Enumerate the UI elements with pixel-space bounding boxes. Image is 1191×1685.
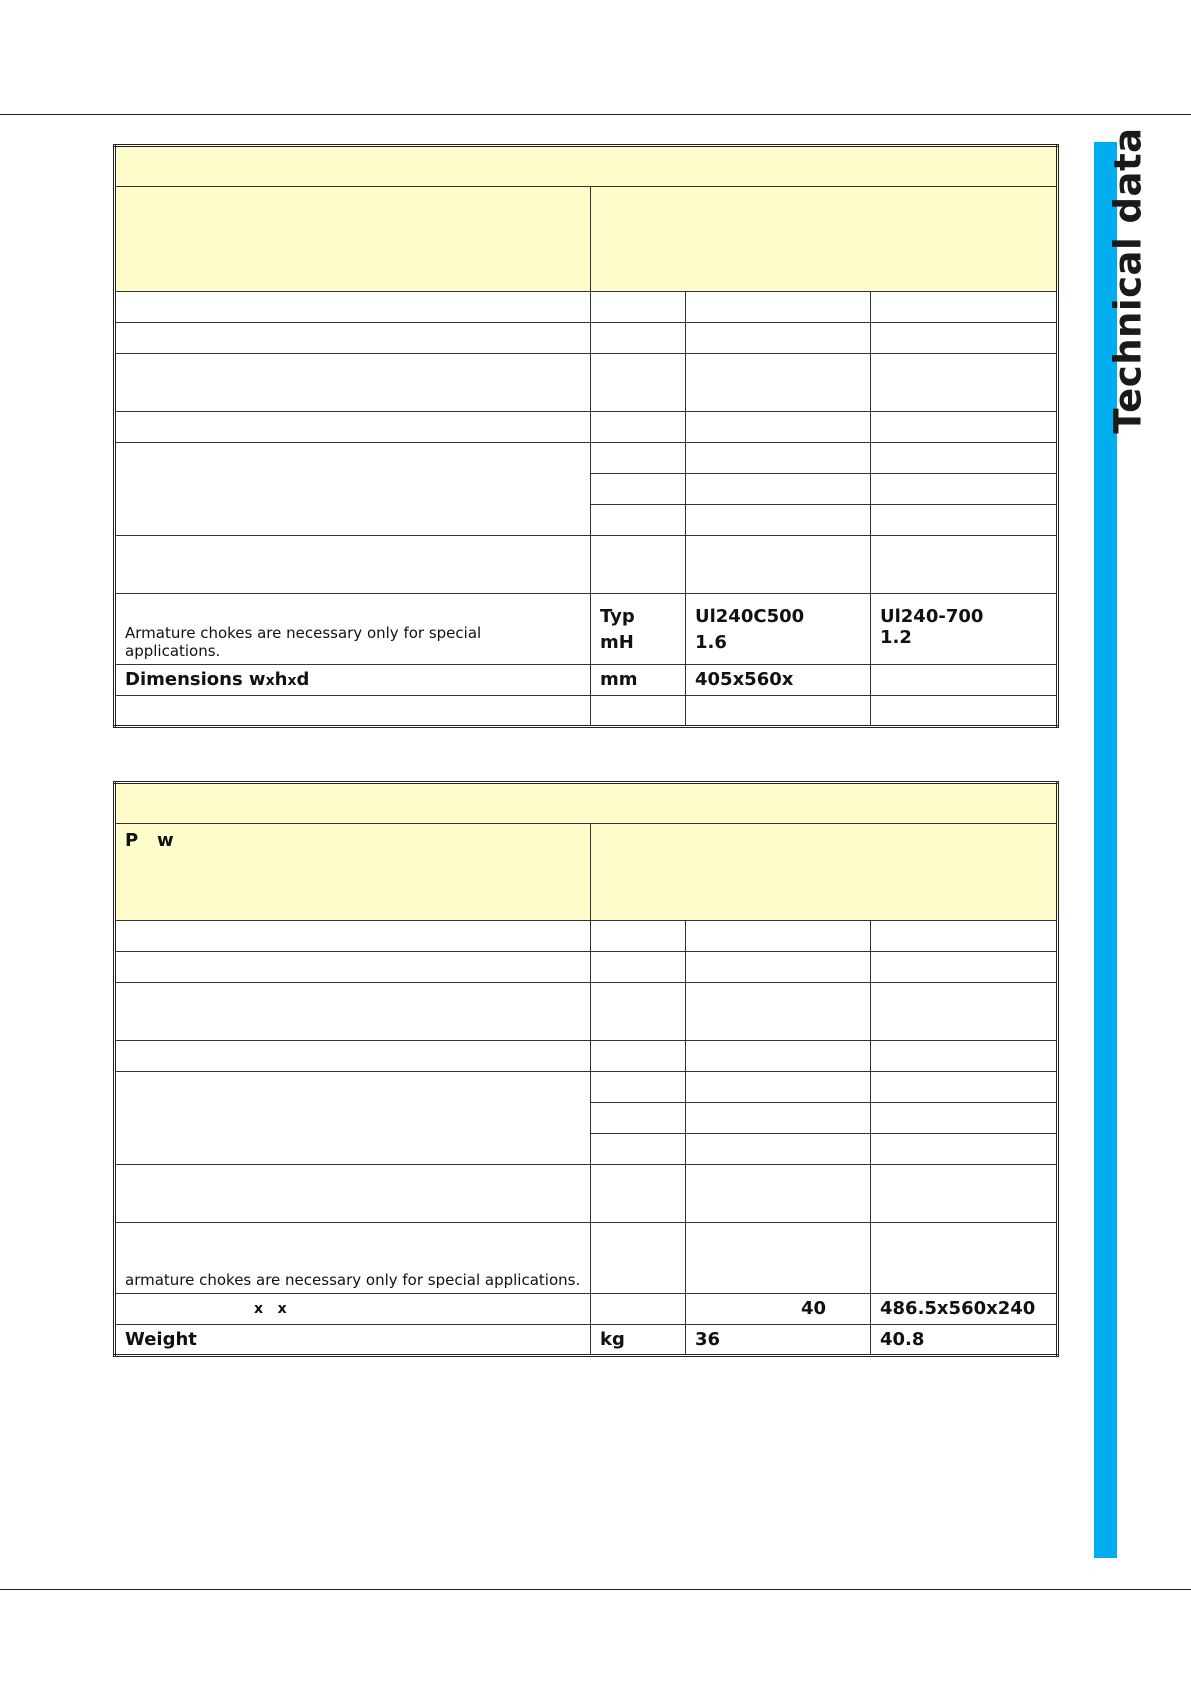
dimensions-label: x x xyxy=(115,1294,591,1325)
table-header-label-cell xyxy=(115,187,591,292)
table-row xyxy=(115,536,1058,594)
table-row xyxy=(115,783,1058,824)
table-header-values-cell xyxy=(591,824,1058,921)
table-row xyxy=(115,1041,1058,1072)
choke-col3-type: Ul240C500 xyxy=(695,606,805,627)
table-row xyxy=(115,983,1058,1041)
table-row xyxy=(115,146,1058,187)
table-row xyxy=(115,696,1058,727)
table-row xyxy=(115,443,1058,474)
table-header-label-cell: P w xyxy=(115,824,591,921)
armature-choke-row xyxy=(115,1223,1058,1294)
dimensions-label: Dimensions wxhxd xyxy=(115,665,591,696)
table-title-cell xyxy=(115,146,1058,187)
footer-rule xyxy=(0,1589,1191,1590)
table-row xyxy=(115,921,1058,952)
choke-inductance-unit: mH xyxy=(600,632,634,654)
weight-label: Weight xyxy=(115,1325,591,1356)
armature-choke-row xyxy=(115,594,1058,665)
weight-col4: 40.8 xyxy=(871,1325,1058,1356)
dimensions-col3: 405x560x xyxy=(686,665,871,696)
weight-unit: kg xyxy=(591,1325,686,1356)
choke-col3-inductance: 1.6 xyxy=(695,632,727,654)
table-row xyxy=(115,824,1058,921)
table-row xyxy=(115,292,1058,323)
choke-type-unit: Typ xyxy=(600,606,635,627)
dimensions-col3: 40 xyxy=(686,1294,871,1325)
table-row xyxy=(115,354,1058,412)
side-title xyxy=(1098,126,1158,434)
choke-col4-inductance: 1.2 xyxy=(880,626,912,648)
table-row xyxy=(115,412,1058,443)
dimensions-unit xyxy=(591,1294,686,1325)
weight-col3: 36 xyxy=(686,1325,871,1356)
table-row xyxy=(115,187,1058,292)
table-row xyxy=(115,1165,1058,1223)
choke-col4-cell xyxy=(871,594,1058,665)
table-row xyxy=(115,323,1058,354)
spec-table-1 xyxy=(113,144,1059,728)
dimensions-row xyxy=(115,665,1058,696)
weight-row xyxy=(115,1325,1058,1356)
table-header-values-cell xyxy=(591,187,1058,292)
side-title-text: Technical data xyxy=(1106,126,1150,434)
dimensions-unit: mm xyxy=(591,665,686,696)
dimensions-col4: 486.5x560x240 xyxy=(871,1294,1058,1325)
table-row xyxy=(115,1072,1058,1103)
choke-col3-cell xyxy=(686,594,871,665)
armature-choke-note: armature chokes are necessary only for special applications. xyxy=(115,1223,591,1294)
dimensions-row xyxy=(115,1294,1058,1325)
header-rule xyxy=(0,114,1191,115)
spec-table-2 xyxy=(113,781,1059,1357)
choke-unit-cell xyxy=(591,594,686,665)
table-row xyxy=(115,952,1058,983)
dimensions-col4 xyxy=(871,665,1058,696)
choke-col4-type: Ul240-700 xyxy=(880,606,984,627)
table-title-cell xyxy=(115,783,1058,824)
armature-choke-note: Armature chokes are necessary only for special applications. xyxy=(115,594,591,665)
